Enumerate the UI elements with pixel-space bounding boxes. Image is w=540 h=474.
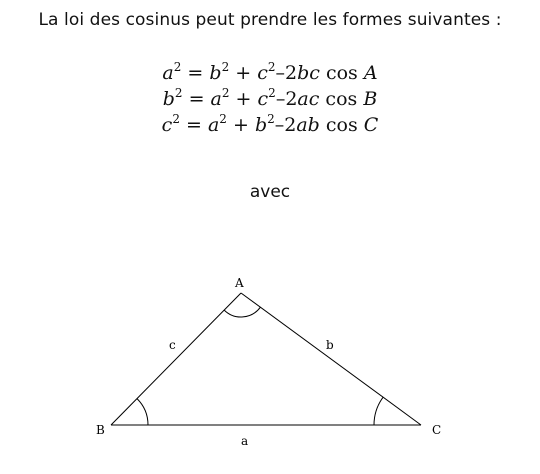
angle-b-arc (137, 399, 148, 425)
exponent: 2 (172, 111, 180, 126)
minus-sign: – (275, 62, 286, 84)
exponent: 2 (221, 85, 230, 100)
vertex-b-label: B (96, 423, 105, 437)
formula-term: a (207, 114, 220, 136)
vertex-a-label: A (235, 276, 244, 290)
side-c-label: c (169, 338, 176, 352)
formula-term: b (254, 114, 268, 136)
minus-sign: – (274, 114, 285, 136)
equals-sign: = (187, 62, 204, 84)
formula-angle: A (363, 62, 378, 84)
exponent: 2 (267, 111, 275, 126)
minus-sign: – (275, 88, 286, 110)
formula-angle: C (363, 114, 379, 136)
formula-line (0, 86, 540, 112)
side-a-label: a (241, 434, 249, 448)
vertex-c-label: C (432, 423, 442, 437)
cos-function: cos (325, 88, 358, 110)
exponent: 2 (219, 111, 227, 126)
intro-text: La loi des cosinus peut prendre les formes suivantes : (38, 10, 502, 30)
plus-sign: + (235, 88, 252, 110)
plus-sign: + (235, 62, 252, 84)
formula-angle: B (363, 88, 378, 110)
side-b-label: b (326, 338, 334, 352)
formula-lhs: a (162, 62, 174, 84)
cos-function: cos (325, 62, 358, 84)
exponent: 2 (267, 59, 276, 74)
plus-sign: + (232, 114, 249, 136)
cos-function: cos (325, 114, 358, 136)
avec-text: avec (249, 182, 291, 202)
formula-lhs: c (161, 114, 173, 136)
formula-term: c (257, 88, 269, 110)
side-c-line (111, 293, 241, 425)
formula-term: a (210, 88, 222, 110)
side-b-line (241, 293, 421, 425)
exponent: 2 (268, 85, 276, 100)
angle-c-arc (374, 397, 383, 425)
formula-pair: ab (296, 114, 320, 136)
coefficient: 2 (284, 114, 297, 136)
equals-sign: = (186, 114, 202, 136)
equals-sign: = (188, 88, 205, 110)
formula-lhs: b (162, 88, 175, 110)
angle-a-arc (224, 307, 260, 317)
triangle-diagram (0, 260, 540, 470)
formula-term: c (257, 62, 268, 84)
exponent: 2 (173, 59, 182, 74)
coefficient: 2 (285, 62, 298, 84)
formula-line (0, 112, 540, 138)
exponent: 2 (221, 59, 230, 74)
coefficient: 2 (285, 88, 298, 110)
formula-term: b (209, 62, 222, 84)
formula-pair: bc (297, 62, 320, 84)
formula-line (0, 60, 540, 86)
exponent: 2 (174, 85, 183, 100)
formula-block (0, 60, 540, 138)
formula-pair: ac (297, 88, 320, 110)
